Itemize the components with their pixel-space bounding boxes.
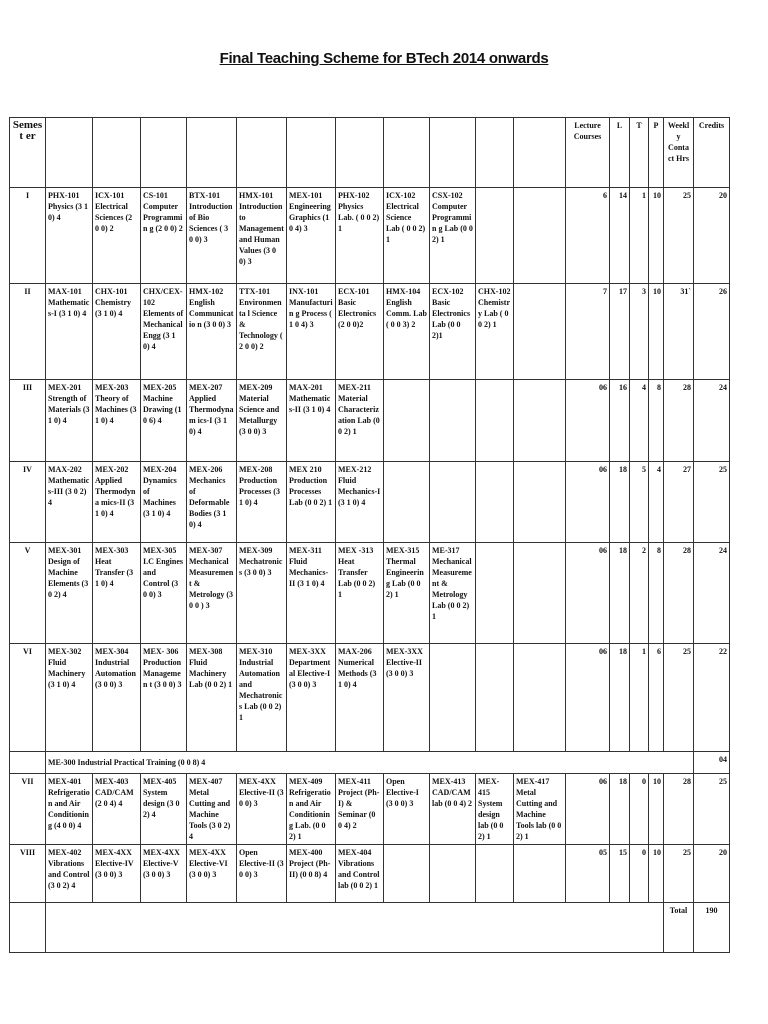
t-cell: 0: [630, 774, 649, 845]
semester-row: [10, 644, 730, 752]
course-cell: MEX-202 Applied Thermodyna mics-II (3 1 0) 4: [93, 462, 141, 543]
course-cell: MEX-308 Fluid Machinery Lab (0 0 2) 1: [187, 644, 237, 752]
course-cell: MEX-405 System design (3 0 2) 4: [141, 774, 187, 845]
course-cell: [430, 644, 476, 752]
course-cell: MEX-311 Fluid Mechanics-II (3 1 0) 4: [287, 543, 336, 644]
course-cell: MEX-304 Industrial Automation (3 0 0) 3: [93, 644, 141, 752]
course-cell: Open Elective-I (3 0 0) 3: [384, 774, 430, 845]
course-cell: MEX-205 Machine Drawing (1 0 6) 4: [141, 380, 187, 462]
course-cell: MEX-4XX Elective-VI (3 0 0) 3: [187, 845, 237, 903]
weekly-hrs-cell: 28: [664, 774, 694, 845]
course-cell: MEX-203 Theory of Machines (3 1 0) 4: [93, 380, 141, 462]
course-cell: MEX-101 Engineering Graphics (1 0 4) 3: [287, 188, 336, 284]
course-cell: [476, 845, 514, 903]
credits-cell: 26: [694, 284, 730, 380]
training-cell: ME-300 Industrial Practical Training (0 0 8) 4: [46, 752, 694, 774]
course-cell: ICX-102 Electrical Science Lab ( 0 0 2) 1: [384, 188, 430, 284]
lecture-courses-cell: 05: [566, 845, 610, 903]
course-cell: [430, 380, 476, 462]
semester-row: [10, 380, 730, 462]
lecture-courses-cell: 06: [566, 462, 610, 543]
course-cell: MEX-407 Metal Cutting and Machine Tools (3 0 2) 4: [187, 774, 237, 845]
header-semester: Semest er: [10, 118, 46, 188]
t-cell: 5: [630, 462, 649, 543]
credits-cell: 25: [694, 462, 730, 543]
course-cell: MEX-400 Project (Ph-II) (0 0 8) 4: [287, 845, 336, 903]
p-cell: 10: [649, 845, 664, 903]
t-cell: 1: [630, 188, 649, 284]
semester-cell: [10, 903, 46, 953]
training-credits-cell: 04: [694, 752, 730, 774]
t-cell: 1: [630, 644, 649, 752]
course-cell: [476, 543, 514, 644]
total-value-cell: 190: [694, 903, 730, 953]
course-cell: MEX-415 System design lab (0 0 2) 1: [476, 774, 514, 845]
course-cell: [384, 845, 430, 903]
course-cell: BTX-101 Introduction of Bio Sciences ( 3 0 0) 3: [187, 188, 237, 284]
course-cell: MEX-303 Heat Transfer (3 1 0) 4: [93, 543, 141, 644]
total-row: [10, 903, 730, 953]
semester-row: [10, 462, 730, 543]
header-lecture-courses: Lecture Courses: [566, 118, 610, 188]
course-cell: ME-317 Mechanical Measureme nt & Metrology Lab (0 0 2) 1: [430, 543, 476, 644]
course-cell: MEX-417 Metal Cutting and Machine Tools lab (0 0 2) 1: [514, 774, 566, 845]
course-cell: [476, 644, 514, 752]
weekly-hrs-cell: 25: [664, 188, 694, 284]
p-cell: 6: [649, 644, 664, 752]
course-cell: MEX-402 Vibrations and Control (3 0 2) 4: [46, 845, 93, 903]
t-cell: 2: [630, 543, 649, 644]
course-cell: MAX-202 Mathematic s-III (3 0 2) 4: [46, 462, 93, 543]
l-cell: 18: [610, 644, 630, 752]
semester-row: [10, 284, 730, 380]
course-cell: [430, 845, 476, 903]
header-p: P: [649, 118, 664, 188]
header-credits: Credits: [694, 118, 730, 188]
course-cell: [514, 284, 566, 380]
course-cell: MEX-207 Applied Thermodynam ics-I (3 1 0) 4: [187, 380, 237, 462]
l-cell: 15: [610, 845, 630, 903]
t-cell: 3: [630, 284, 649, 380]
t-cell: 4: [630, 380, 649, 462]
course-cell: MEX-401 Refrigeratio n and Air Conditionin g (4 0 0) 4: [46, 774, 93, 845]
credits-cell: 20: [694, 188, 730, 284]
semester-row: [10, 845, 730, 903]
semester-cell: II: [10, 284, 46, 380]
course-cell: MEX-309 Mechatronics (3 0 0) 3: [237, 543, 287, 644]
course-cell: CSX-102 Computer Programmin g Lab (0 0 2) 1: [430, 188, 476, 284]
course-cell: MEX-404 Vibrations and Control lab (0 0 2) 1: [336, 845, 384, 903]
course-cell: Open Elective-II (3 0 0) 3: [237, 845, 287, 903]
header-row: [10, 118, 730, 188]
course-cell: MEX-301 Design of Machine Elements (3 0 2) 4: [46, 543, 93, 644]
header-weekly-contact-hrs: Weekl y Conta ct Hrs: [664, 118, 694, 188]
course-cell: MEX-403 CAD/CAM (2 0 4) 4: [93, 774, 141, 845]
course-cell: MEX-413 CAD/CAM lab (0 0 4) 2: [430, 774, 476, 845]
course-cell: [384, 462, 430, 543]
course-cell: MEX-206 Mechanics of Deformable Bodies (3 1 0) 4: [187, 462, 237, 543]
course-cell: MEX -313 Heat Transfer Lab (0 0 2) 1: [336, 543, 384, 644]
p-cell: 8: [649, 543, 664, 644]
weekly-hrs-cell: 25: [664, 644, 694, 752]
course-cell: [430, 462, 476, 543]
credits-cell: 24: [694, 543, 730, 644]
course-cell: PHX-101 Physics (3 1 0) 4: [46, 188, 93, 284]
course-cell: [514, 462, 566, 543]
course-cell: HMX-104 English Comm. Lab ( 0 0 3) 2: [384, 284, 430, 380]
course-cell: PHX-102 Physics Lab. ( 0 0 2) 1: [336, 188, 384, 284]
course-cell: [514, 380, 566, 462]
course-cell: MEX-305 I.C Engines and Control (3 0 0) 3: [141, 543, 187, 644]
semester-cell: VII: [10, 774, 46, 845]
header-t: T: [630, 118, 649, 188]
course-cell: [514, 644, 566, 752]
course-cell: MEX-204 Dynamics of Machines (3 1 0) 4: [141, 462, 187, 543]
semester-cell: VIII: [10, 845, 46, 903]
course-cell: HMX-102 English Communicatio n (3 0 0) 3: [187, 284, 237, 380]
course-cell: [476, 188, 514, 284]
course-cell: MEX-302 Fluid Machinery (3 1 0) 4: [46, 644, 93, 752]
lecture-courses-cell: 06: [566, 380, 610, 462]
course-cell: MEX-208 Production Processes (3 1 0) 4: [237, 462, 287, 543]
weekly-hrs-cell: 28: [664, 380, 694, 462]
course-cell: MAX-201 Mathematics-II (3 1 0) 4: [287, 380, 336, 462]
credits-cell: 25: [694, 774, 730, 845]
weekly-hrs-cell: 27: [664, 462, 694, 543]
course-cell: MEX-4XX Elective-V (3 0 0) 3: [141, 845, 187, 903]
course-cell: [476, 380, 514, 462]
semester-cell: [10, 752, 46, 774]
course-cell: MEX-4XX Elective-IV (3 0 0) 3: [93, 845, 141, 903]
l-cell: 16: [610, 380, 630, 462]
credits-cell: 20: [694, 845, 730, 903]
course-cell: [514, 188, 566, 284]
p-cell: 10: [649, 284, 664, 380]
course-cell: MAX-206 Numerical Methods (3 1 0) 4: [336, 644, 384, 752]
semester-cell: IV: [10, 462, 46, 543]
lecture-courses-cell: 7: [566, 284, 610, 380]
p-cell: 10: [649, 188, 664, 284]
total-label-cell: Total: [664, 903, 694, 953]
course-cell: [514, 543, 566, 644]
course-cell: [384, 380, 430, 462]
course-cell: TTX-101 Environmenta l Science & Technology ( 2 0 0) 2: [237, 284, 287, 380]
l-cell: 18: [610, 543, 630, 644]
training-row: [10, 752, 730, 774]
course-cell: MEX-3XX Elective-II (3 0 0) 3: [384, 644, 430, 752]
l-cell: 14: [610, 188, 630, 284]
semester-cell: I: [10, 188, 46, 284]
blank-cell: [46, 903, 664, 953]
course-cell: MAX-101 Mathematic s-I (3 1 0) 4: [46, 284, 93, 380]
semester-cell: V: [10, 543, 46, 644]
semester-row: [10, 774, 730, 845]
course-cell: [476, 462, 514, 543]
course-cell: MEX-315 Thermal Engineering Lab (0 0 2) 1: [384, 543, 430, 644]
table-body: [10, 118, 730, 953]
weekly-hrs-cell: 25: [664, 845, 694, 903]
course-cell: MEX-4XX Elective-II (3 0 0) 3: [237, 774, 287, 845]
weekly-hrs-cell: 31`: [664, 284, 694, 380]
lecture-courses-cell: 06: [566, 774, 610, 845]
course-cell: ECX-102 Basic Electronics Lab (0 0 2)1: [430, 284, 476, 380]
course-cell: MEX-307 Mechanical Measurement & Metrology (3 0 0 ) 3: [187, 543, 237, 644]
course-cell: MEX-212 Fluid Mechanics-I (3 1 0) 4: [336, 462, 384, 543]
weekly-hrs-cell: 28: [664, 543, 694, 644]
course-cell: ICX-101 Electrical Sciences (2 0 0) 2: [93, 188, 141, 284]
lecture-courses-cell: 6: [566, 188, 610, 284]
semester-cell: VI: [10, 644, 46, 752]
credits-cell: 24: [694, 380, 730, 462]
l-cell: 18: [610, 774, 630, 845]
p-cell: 4: [649, 462, 664, 543]
course-cell: MEX-3XX Departmental Elective-I (3 0 0) 3: [287, 644, 336, 752]
course-cell: ECX-101 Basic Electronics (2 0 0)2: [336, 284, 384, 380]
p-cell: 10: [649, 774, 664, 845]
course-cell: [514, 845, 566, 903]
course-cell: MEX-409 Refrigeration and Air Conditioning Lab. (0 0 2) 1: [287, 774, 336, 845]
course-cell: MEX-209 Material Science and Metallurgy (3 0 0) 3: [237, 380, 287, 462]
teaching-scheme-table: [9, 117, 730, 953]
credits-cell: 22: [694, 644, 730, 752]
course-cell: HMX-101 Introduction to Management and Human Values (3 0 0) 3: [237, 188, 287, 284]
course-cell: INX-101 Manufacturin g Process ( 1 0 4) 3: [287, 284, 336, 380]
course-cell: MEX-310 Industrial Automation and Mechatronics Lab (0 0 2) 1: [237, 644, 287, 752]
l-cell: 17: [610, 284, 630, 380]
course-cell: CHX-101 Chemistry (3 1 0) 4: [93, 284, 141, 380]
page-title: Final Teaching Scheme for BTech 2014 onwards: [219, 50, 549, 67]
course-cell: MEX 210 Production Processes Lab (0 0 2) 1: [287, 462, 336, 543]
course-cell: MEX-411 Project (Ph-I) & Seminar (0 0 4) 2: [336, 774, 384, 845]
lecture-courses-cell: 06: [566, 543, 610, 644]
course-cell: MEX-211 Material Characteriz ation Lab (0 0 2) 1: [336, 380, 384, 462]
semester-cell: III: [10, 380, 46, 462]
course-cell: CHX/CEX-102 Elements of Mechanical Engg (3 1 0) 4: [141, 284, 187, 380]
course-cell: MEX-201 Strength of Materials (3 1 0) 4: [46, 380, 93, 462]
p-cell: 8: [649, 380, 664, 462]
course-cell: MEX- 306 Production Managemen t (3 0 0) 3: [141, 644, 187, 752]
header-l: L: [610, 118, 630, 188]
l-cell: 18: [610, 462, 630, 543]
semester-row: [10, 188, 730, 284]
course-cell: CHX-102 Chemistry Lab ( 0 0 2) 1: [476, 284, 514, 380]
semester-row: [10, 543, 730, 644]
lecture-courses-cell: 06: [566, 644, 610, 752]
t-cell: 0: [630, 845, 649, 903]
course-cell: CS-101 Computer Programmin g (2 0 0) 2: [141, 188, 187, 284]
